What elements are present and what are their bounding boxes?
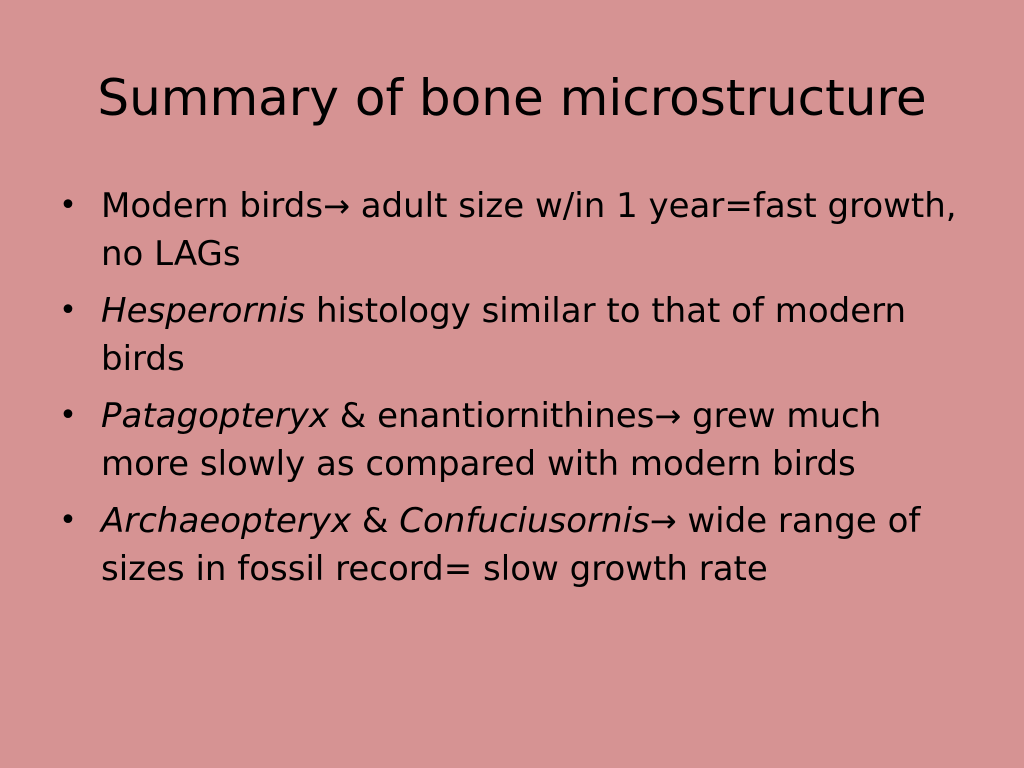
- bullet-icon: •: [59, 398, 77, 433]
- bullet-item-modern-birds: [58, 182, 958, 278]
- bullet-icon: •: [59, 188, 77, 223]
- bullet-icon: •: [59, 293, 77, 328]
- bullet-text: grew much more slowly as compared with modern birds: [101, 396, 882, 484]
- bullet-text: adult size w/in 1 year=fast growth, no LAGs: [101, 186, 957, 274]
- bullet-text: wide range of sizes in fossil record= slow growth rate: [101, 501, 921, 589]
- bullet-text: histology similar to that of modern birds: [101, 291, 907, 379]
- bullet-item-archaeopteryx: [58, 497, 958, 593]
- arrow-icon: →: [323, 187, 350, 225]
- slide-title: Summary of bone microstructure: [97, 69, 927, 127]
- taxon-name: Archaeopteryx: [101, 501, 352, 541]
- taxon-name: Confuciusornis: [399, 501, 650, 541]
- bullet-text: &: [351, 501, 400, 541]
- bullet-icon: •: [59, 503, 77, 538]
- taxon-name: Hesperornis: [101, 291, 306, 331]
- bullet-text: & enantiornithines: [328, 396, 655, 436]
- bullet-text: Modern birds: [101, 186, 324, 226]
- bullet-item-patagopteryx: [58, 392, 958, 488]
- bullet-list: [58, 182, 958, 602]
- arrow-icon: →: [654, 397, 682, 435]
- arrow-icon: →: [649, 502, 677, 540]
- taxon-name: Patagopteryx: [101, 396, 329, 436]
- bullet-item-hesperornis: [58, 287, 958, 383]
